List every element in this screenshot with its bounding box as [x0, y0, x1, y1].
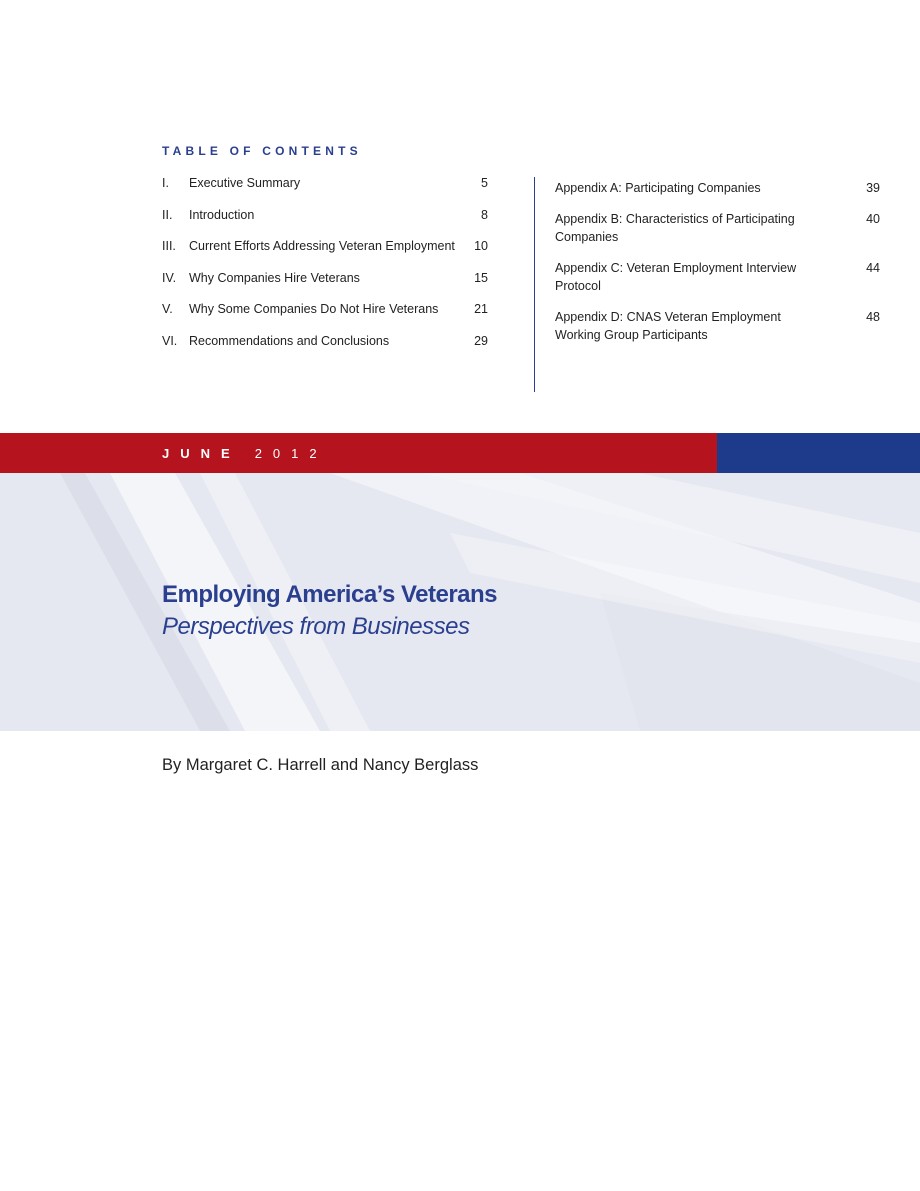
toc-item[interactable] [162, 175, 488, 207]
toc-item-page: 5 [481, 176, 488, 190]
toc-heading: TABLE OF CONTENTS [162, 144, 362, 158]
toc-item-page: 8 [481, 207, 488, 222]
toc-appendix-page: 39 [866, 181, 880, 195]
toc-divider [534, 177, 535, 392]
toc-item-page: 10 [474, 239, 488, 253]
report-subtitle: Perspectives from Businesses [162, 613, 470, 640]
toc-appendix-item[interactable] [555, 179, 880, 197]
byline: By Margaret C. Harrell and Nancy Berglass [162, 756, 479, 774]
toc-appendix-label: Appendix D: CNAS Veteran Employment Working Group Participants [555, 310, 781, 342]
toc-item[interactable] [162, 270, 488, 302]
toc-item-label: Recommendations and Conclusions [189, 333, 390, 348]
date-band-blue [717, 433, 920, 473]
toc-appendix-page: 44 [866, 261, 880, 275]
toc-item[interactable] [162, 301, 488, 333]
toc-item-page: 21 [474, 302, 488, 316]
report-title: Employing America’s Veterans [162, 581, 498, 608]
toc-appendix-page: 40 [866, 212, 880, 226]
toc-item[interactable] [162, 333, 488, 365]
toc-appendix-label: Appendix B: Characteristics of Participating Companies [555, 212, 795, 244]
toc-item-number: VI. [162, 333, 178, 348]
toc-item[interactable] [162, 207, 488, 239]
toc-item-number: II. [162, 207, 173, 222]
publication-year: 2012 [254, 446, 328, 461]
toc-appendix-label: Appendix C: Veteran Employment Interview Protocol [555, 261, 797, 293]
toc-appendices [555, 179, 880, 344]
toc-appendix-item[interactable] [555, 210, 880, 246]
toc-sections [162, 175, 488, 364]
date-band [0, 433, 920, 473]
toc-appendix-label: Appendix A: Participating Companies [555, 181, 761, 195]
toc-item-label: Executive Summary [189, 176, 301, 190]
toc-appendix-page: 48 [866, 310, 880, 324]
toc-item-label: Introduction [189, 207, 255, 222]
publication-month: JUNE [162, 446, 241, 461]
toc-appendix-item[interactable] [555, 259, 880, 295]
toc-item-label: Why Companies Hire Veterans [189, 270, 360, 285]
toc-item-number: III. [162, 239, 176, 253]
toc-item-page: 15 [474, 270, 488, 285]
toc-item-number: I. [162, 176, 169, 190]
publication-date [162, 446, 328, 461]
toc-item-page: 29 [474, 333, 488, 348]
title-banner [0, 473, 920, 731]
toc-item-number: IV. [162, 270, 177, 285]
toc-appendix-item[interactable] [555, 308, 880, 344]
date-band-red [0, 433, 717, 473]
toc-item-label: Why Some Companies Do Not Hire Veterans [189, 302, 439, 316]
toc-item[interactable] [162, 238, 488, 270]
toc-item-number: V. [162, 302, 173, 316]
toc-item-label: Current Efforts Addressing Veteran Employment [189, 239, 455, 253]
